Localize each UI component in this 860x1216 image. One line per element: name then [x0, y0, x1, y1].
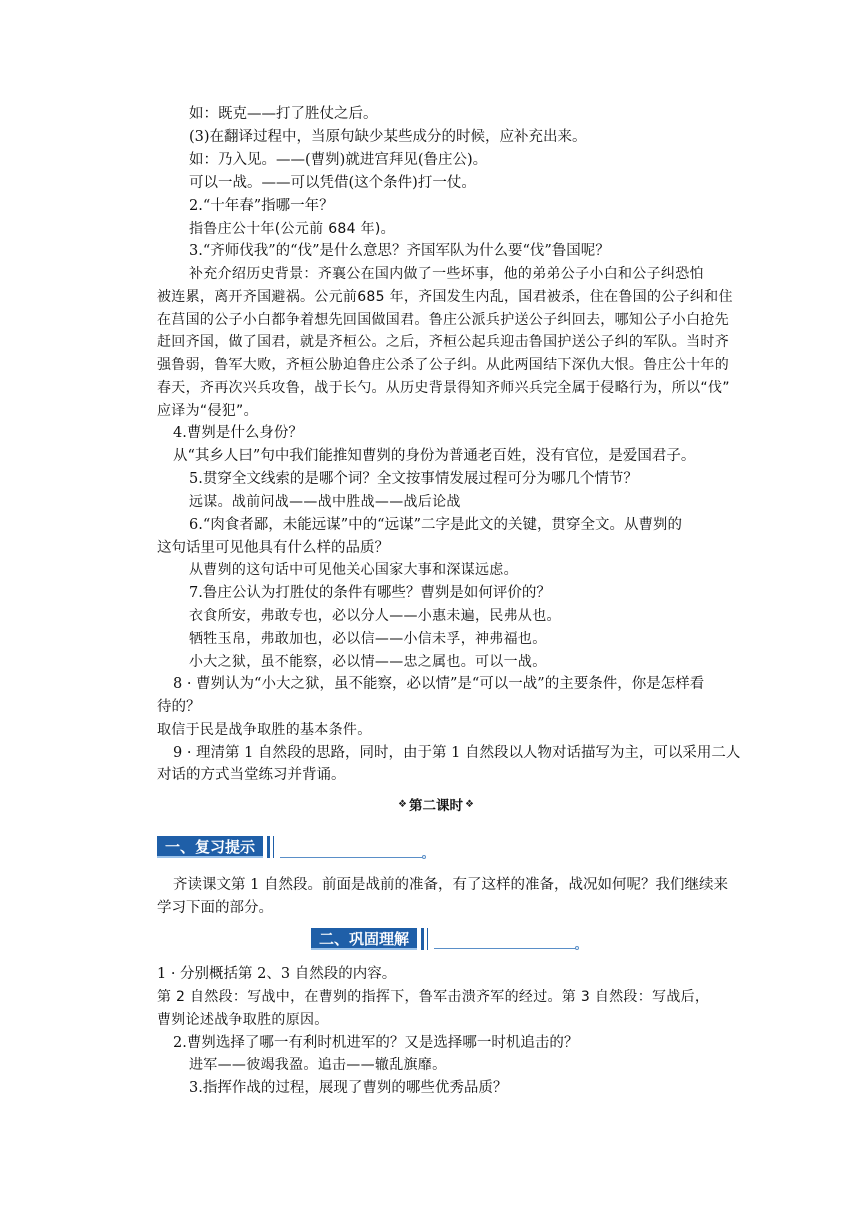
heading-bars-decoration: [421, 928, 431, 950]
answer-line: 牺牲玉帛，弗敢加也，必以信——小信未孚，神弗福也。: [189, 631, 547, 647]
answer-line: 从曹刿的这句话中可见他关心国家大事和深谋远虑。: [189, 562, 518, 578]
session-heading: [398, 794, 474, 814]
answer-line: 进军——彼竭我盈。追击——辙乱旗靡。: [189, 1057, 447, 1073]
text-line: 学习下面的部分。: [157, 900, 273, 916]
question-line: 1 · 分别概括第 2、3 自然段的内容。: [157, 966, 397, 982]
question-line: 8 · 曹刿认为“小大之狱，虽不能察，必以情”是“可以一战”的主要条件，你是怎样看: [173, 676, 705, 692]
question-line: 这句话里可见他具有什么样的品质？: [157, 540, 389, 556]
answer-line: 在莒国的公子小白都争着想先回国做国君。鲁庄公派兵护送公子纠回去，哪知公子小白抢先: [157, 312, 729, 328]
answer-line: 强鲁弱，鲁军大败，齐桓公胁迫鲁庄公杀了公子纠。从此两国结下深仇大恨。鲁庄公十年的: [157, 357, 729, 373]
answer-line: 应译为“侵犯”。: [157, 403, 258, 419]
text-line: 9 · 理清第 1 自然段的思路，同时，由于第 1 自然段以人物对话描写为主，可以采用二人: [173, 745, 741, 761]
answer-line: 取信于民是战争取胜的基本条件。: [157, 722, 372, 738]
question-line: 待的？: [157, 699, 201, 715]
answer-line: 第 2 自然段：写战中，在曹刿的指挥下，鲁军击溃齐军的经过。第 3 自然段：写战后，: [157, 989, 710, 1005]
answer-line: 赶回齐国，做了国君，就是齐桓公。之后，齐桓公起兵迎击鲁国护送公子纠的军队。当时齐: [157, 334, 729, 350]
section-title: 二、巩固理解: [311, 928, 417, 950]
section-title: 一、复习提示: [157, 836, 263, 858]
answer-line: 远谋。战前问战——战中胜战——战后论战: [189, 494, 461, 510]
answer-line: 被连累，离开齐国避祸。公元前685 年，齐国发生内乱，国君被杀，住在鲁国的公子纠和住: [157, 289, 733, 305]
ornament-icon: ❖: [398, 798, 407, 810]
question-line: 4.曹刿是什么身份？: [173, 425, 303, 441]
answer-line: 小大之狱，虽不能察，必以情——忠之属也。可以一战。: [189, 654, 547, 670]
question-line: 6.“肉食者鄙，未能远谋”中的“远谋”二字是此文的关键，贯穿全文。从曹刿的: [189, 517, 682, 533]
answer-line: 春天，齐再次兴兵攻鲁，战于长勺。从历史背景得知齐师兴兵完全属于侵略行为，所以“伐”: [157, 380, 730, 396]
section-heading-consolidate: [311, 928, 431, 950]
answer-line: 指鲁庄公十年(公元前 684 年)。: [189, 221, 395, 237]
question-line: 2.曹刿选择了哪一有利时机进军的？又是选择哪一时机追击的？: [173, 1035, 579, 1051]
text-line: 如：既克——打了胜仗之后。: [189, 106, 378, 122]
answer-line: 从“其乡人曰”句中我们能推知曹刿的身份为普通老百姓，没有官位，是爱国君子。: [173, 448, 696, 464]
heading-rule: [434, 948, 576, 949]
text-line: (3)在翻译过程中，当原句缺少某些成分的时候，应补充出来。: [189, 129, 587, 145]
question-line: 3.“齐师伐我”的“伐”是什么意思？齐国军队为什么要“伐”鲁国呢？: [189, 243, 610, 259]
answer-line: 补充介绍历史背景：齐襄公在国内做了一些坏事，他的弟弟公子小白和公子纠恐怕: [189, 266, 704, 282]
answer-line: 衣食所安，弗敢专也，必以分人——小惠未遍，民弗从也。: [189, 608, 561, 624]
answer-line: 曹刿论述战争取胜的原因。: [157, 1012, 329, 1028]
question-line: 3.指挥作战的过程，展现了曹刿的哪些优秀品质？: [189, 1080, 508, 1096]
question-line: 5.贯穿全文线索的是哪个词？全文按事情发展过程可分为哪几个情节？: [189, 471, 638, 487]
session-title: 第二课时: [408, 798, 463, 814]
text-line: 如：乃入见。——(曹刿)就进宫拜见(鲁庄公)。: [189, 152, 488, 168]
question-line: 2.“十年春”指哪一年？: [189, 198, 334, 214]
text-line: 对话的方式当堂练习并背诵。: [157, 767, 346, 783]
question-line: 7.鲁庄公认为打胜仗的条件有哪些？曹刿是如何评价的？: [189, 585, 551, 601]
text-line: 齐读课文第 1 自然段。前面是战前的准备，有了这样的准备，战况如何呢？我们继续来: [173, 877, 728, 893]
heading-bars-decoration: [267, 836, 277, 858]
ornament-icon: ❖: [464, 798, 474, 810]
section-heading-review: [157, 836, 277, 858]
heading-rule: [280, 857, 423, 858]
text-line: 可以一战。——可以凭借(这个条件)打一仗。: [189, 175, 476, 191]
